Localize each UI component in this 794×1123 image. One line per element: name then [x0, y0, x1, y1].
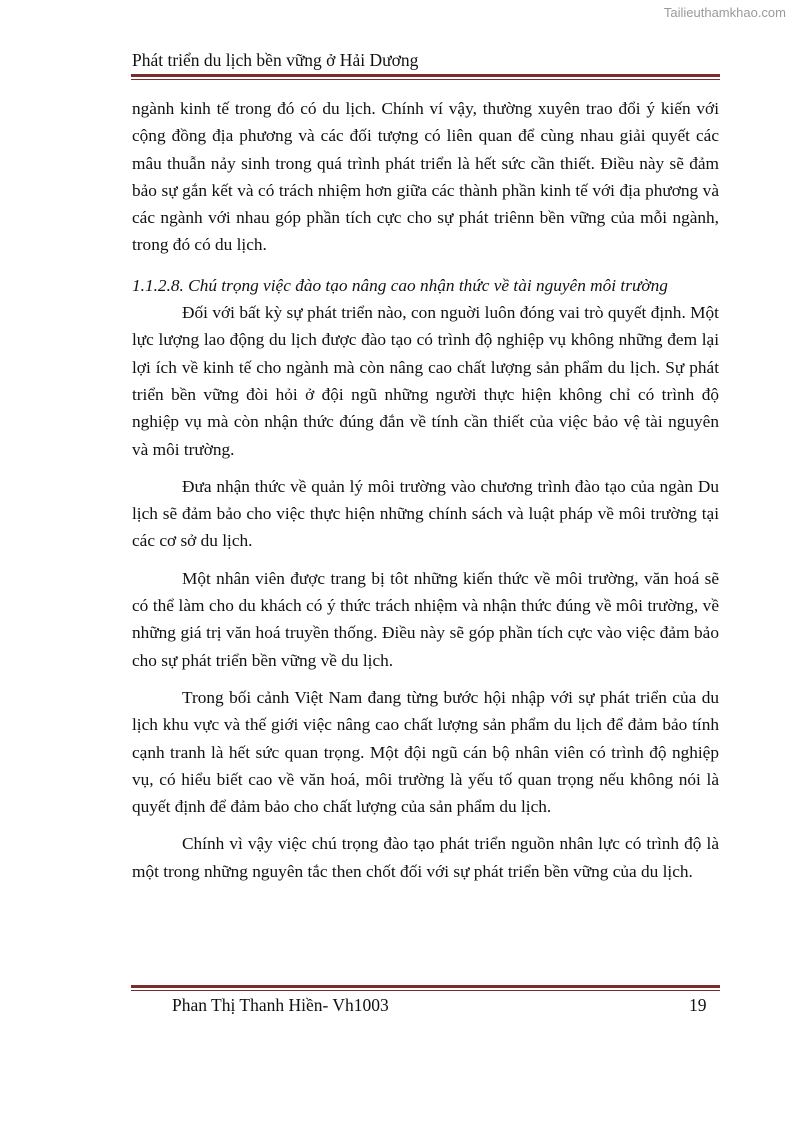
body-paragraph: Một nhân viên được trang bị tôt những kiến thức về môi trường, văn hoá sẽ có thể làm cho du khách có ý thức trách nhiệm và nhận thức đúng về môi trường, về những giá trị văn hoá truyền thống. Điều này sẽ góp phần tích cực vào việc đảm bảo cho sự phát triển bền vững về du lịch.: [132, 568, 719, 670]
footer-author: Phan Thị Thanh Hiền- Vh1003: [172, 995, 389, 1015]
section-heading: 1.1.2.8. Chú trọng việc đào tạo nâng cao nhận thức về tài nguyên môi trường: [132, 275, 668, 295]
body-paragraph: Trong bối cảnh Việt Nam đang từng bước hội nhập với sự phát triển của du lịch khu vực và thế giới việc nâng cao chất lượng sản phẩm du lịch để đảm bảo tính cạnh tranh là hết sức quan trọng. Một đội ngũ cán bộ nhân viên có trình độ nghiệp vụ, có hiểu biết cao về văn hoá, môi trường là yếu tố quan trọng nếu không nói là quyết định để đảm bảo cho chất lượng của sản phẩm du lịch.: [132, 687, 719, 817]
continued-paragraph: ngành kinh tế trong đó có du lịch. Chính ví vậy, thường xuyên trao đổi ý kiến với cộng đồng địa phương và các đối tượng có liên quan để cùng nhau giải quyết các mâu thuẫn nảy sinh trong quá trình phát triển là hết sức cần thiết. Điều này sẽ đảm bảo sự gắn kết và có trách nhiệm hơn giữa các thành phần kinh tế với địa phương và các ngành với nhau góp phần tích cực cho sự phát triênn bền vững của mỗi ngành, trong đó có du lịch.: [132, 99, 719, 255]
header-rule: [131, 74, 720, 80]
page-body: [132, 95, 719, 895]
body-paragraph: Đưa nhận thức về quản lý môi trường vào chương trình đào tạo của ngàn Du lịch sẽ đảm bảo cho việc thực hiện những chính sách và luật pháp về môi trường tại các cơ sở du lịch.: [132, 476, 719, 551]
footer-rule: [131, 985, 720, 991]
body-paragraph: Đối với bất kỳ sự phát triển nào, con nguời luôn đóng vai trò quyết định. Một lực lượng lao động du lịch được đào tạo có trình độ nghiệp vụ không những đem lại lợi ích về kinh tế cho ngành mà còn nâng cao chất lượng sản phẩm du lịch. Sự phát triển bền vững đòi hỏi ở đội ngũ những người thực hiện không chỉ có trình độ nghiệp vụ mà còn nhận thức đúng đắn về tính cần thiết của việc bảo vệ tài nguyên và môi trường.: [132, 303, 719, 459]
running-header-title: Phát triển du lịch bền vững ở Hải Dương: [132, 50, 419, 70]
page-number: 19: [689, 995, 707, 1015]
watermark: Tailieuthamkhao.com: [663, 5, 786, 20]
body-paragraph: Chính vì vậy việc chú trọng đào tạo phát triển nguồn nhân lực có trình độ là một trong những nguyên tắc then chốt đối với sự phát triển bền vững của du lịch.: [132, 834, 719, 881]
